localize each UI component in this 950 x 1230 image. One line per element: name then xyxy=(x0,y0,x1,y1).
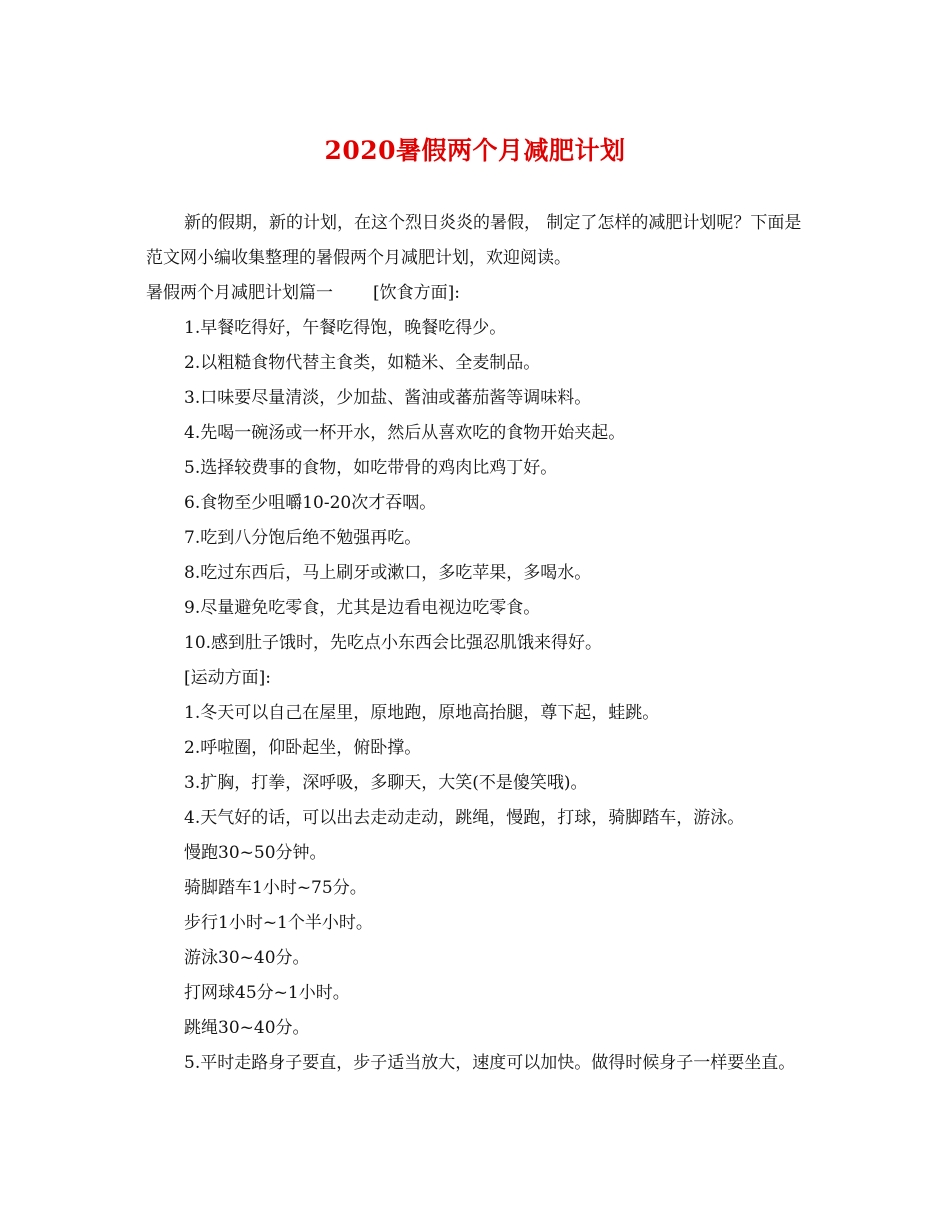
duration-item: 游泳30~40分。 xyxy=(184,948,310,968)
diet-heading: [饮食方面]: xyxy=(373,283,460,303)
page-title: 2020暑假两个月减肥计划 xyxy=(324,136,626,165)
duration-item: 打网球45分~1小时。 xyxy=(184,983,350,1003)
exercise-item: 2.呼啦圈，仰卧起坐，俯卧撑。 xyxy=(184,738,422,758)
exercise-item: 4.天气好的话，可以出去走动走动，跳绳，慢跑，打球，骑脚踏车，游泳。 xyxy=(184,808,745,828)
diet-item: 5.选择较费事的食物，如吃带骨的鸡肉比鸡丁好。 xyxy=(184,458,558,478)
diet-item: 4.先喝一碗汤或一杯开水，然后从喜欢吃的食物开始夹起。 xyxy=(184,423,626,443)
duration-item: 跳绳30~40分。 xyxy=(184,1018,310,1038)
duration-item: 慢跑30~50分钟。 xyxy=(184,843,327,863)
duration-item: 骑脚踏车1小时~75分。 xyxy=(184,878,367,898)
section-heading-line xyxy=(146,276,806,311)
diet-item: 8.吃过东西后，马上刷牙或漱口，多吃苹果，多喝水。 xyxy=(184,563,592,583)
exercise-item: 3.扩胸，打拳，深呼吸，多聊天，大笑(不是傻笑哦)。 xyxy=(184,773,588,793)
diet-item: 2.以粗糙食物代替主食类，如糙米、全麦制品。 xyxy=(184,353,541,373)
diet-item: 1.早餐吃得好，午餐吃得饱，晚餐吃得少。 xyxy=(184,318,507,338)
diet-item: 9.尽量避免吃零食，尤其是边看电视边吃零食。 xyxy=(184,598,541,618)
exercise-item: 1.冬天可以自己在屋里，原地跑，原地高抬腿，尊下起，蛙跳。 xyxy=(184,703,660,723)
diet-item: 7.吃到八分饱后绝不勉强再吃。 xyxy=(184,528,422,548)
section-title: 暑假两个月减肥计划篇一 xyxy=(146,283,333,303)
exercise-heading: [运动方面]: xyxy=(184,668,271,688)
final-item-paragraph: 5.平时走路身子要直，步子适当放大，速度可以加快。做得时候身子一样要坐直。 xyxy=(184,1053,796,1073)
diet-item: 10.感到肚子饿时，先吃点小东西会比强忍肌饿来得好。 xyxy=(184,633,603,653)
duration-item: 步行1小时~1个半小时。 xyxy=(184,913,373,933)
intro-paragraph: 新的假期，新的计划，在这个烈日炎炎的暑假， 制定了怎样的减肥计划呢？下面是范文网小编收集整理的暑假两个月减肥计划，欢迎阅读。 xyxy=(146,213,802,268)
diet-item: 3.口味要尽量清淡，少加盐、酱油或蕃茄酱等调味料。 xyxy=(184,388,592,408)
diet-item: 6.食物至少咀嚼10-20次才吞咽。 xyxy=(184,493,437,513)
document-body xyxy=(146,206,806,1081)
